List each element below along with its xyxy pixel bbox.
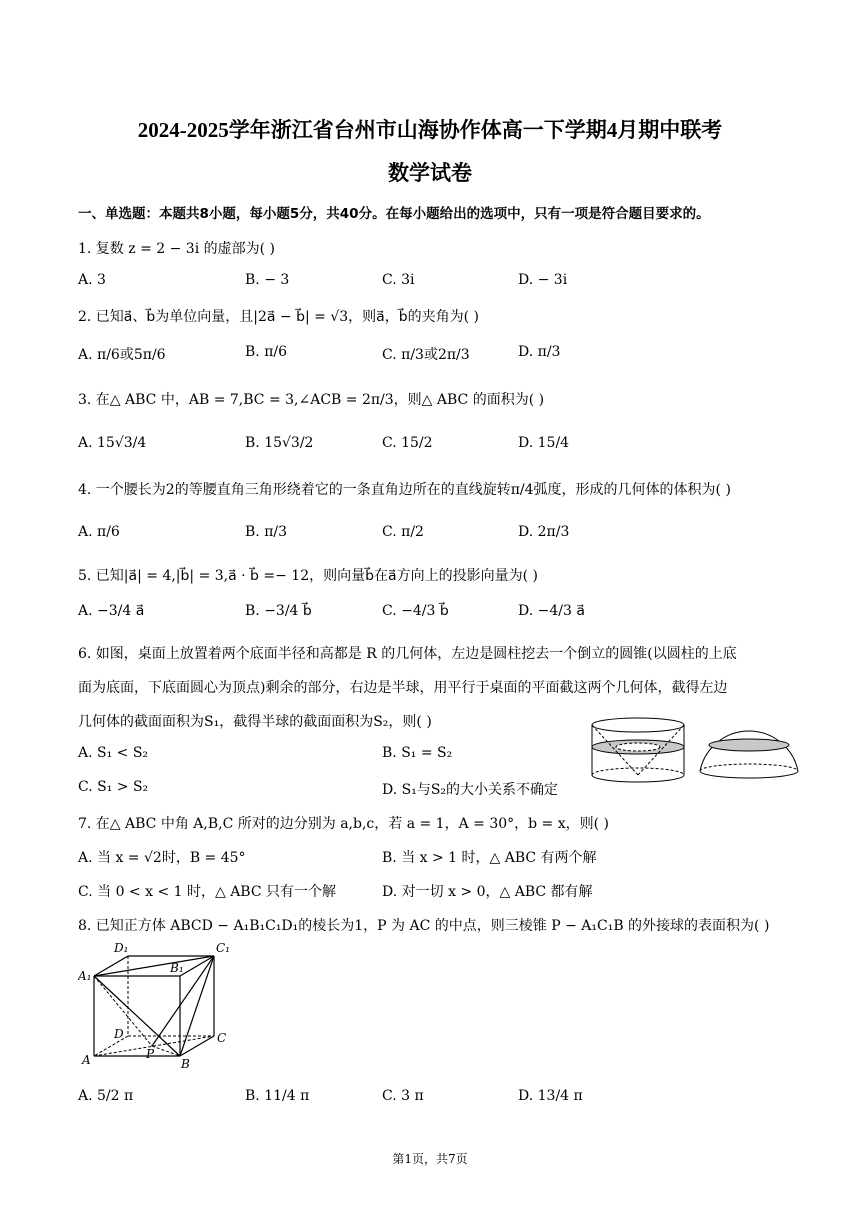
section-heading: 一、单选题：本题共8小题，每小题5分，共40分。在每小题给出的选项中，只有一项是符合题目要求的。	[78, 206, 710, 222]
q2-option-b: B. π/6	[245, 344, 288, 360]
question-6-stem-line2: 面为底面，下底面圆心为顶点)剩余的部分，右边是半球，用平行于桌面的平面截这两个几何体，截得左边	[78, 680, 728, 696]
question-8-stem: 8. 已知正方体 ABCD − A₁B₁C₁D₁的棱长为1，P 为 AC 的中点，则三棱锥 P − A₁C₁B 的外接球的表面积为( )	[78, 918, 770, 934]
q1-option-a: A. 3	[78, 272, 106, 288]
question-6-stem-line3: 几何体的截面面积为S₁，截得半球的截面面积为S₂，则( )	[78, 714, 432, 730]
q3-option-a: A. 15√3/4	[78, 435, 147, 451]
q7-option-a: A. 当 x = √2时，B = 45°	[78, 850, 246, 866]
hemisphere-shape	[700, 731, 798, 778]
q6-option-c: C. S₁ > S₂	[78, 779, 149, 795]
question-6-stem-line1: 6. 如图，桌面上放置着两个底面半径和高都是 R 的几何体，左边是圆柱挖去一个倒立的圆锥(以圆柱的上底	[78, 646, 737, 662]
q3-option-b: B. 15√3/2	[245, 435, 314, 451]
q2-option-d: D. π/3	[518, 344, 561, 360]
q7-option-b: B. 当 x > 1 时，△ ABC 有两个解	[382, 850, 597, 866]
q4-option-d: D. 2π/3	[518, 524, 570, 540]
q1-option-d: D. − 3i	[518, 272, 568, 288]
q8-cube-figure	[78, 938, 238, 1070]
q6-option-b: B. S₁ = S₂	[382, 745, 453, 761]
q8-option-b: B. 11/4 π	[245, 1088, 310, 1104]
exam-title: 2024-2025学年浙江省台州市山海协作体高一下学期4月期中联考	[137, 118, 723, 142]
question-3-stem: 3. 在△ ABC 中，AB = 7,BC = 3,∠ACB = 2π/3，则△ ABC 的面积为( )	[78, 392, 545, 408]
q5-option-d: D. −4/3 a⃗	[518, 603, 585, 619]
q1-option-c: C. 3i	[382, 272, 415, 288]
q3-option-c: C. 15/2	[382, 435, 433, 451]
q6-option-a: A. S₁ < S₂	[78, 745, 149, 761]
q2-option-a: A. π/6或5π/6	[78, 347, 166, 363]
label-d: D	[114, 1027, 124, 1041]
label-b1: B₁	[170, 961, 184, 975]
q6-option-d: D. S₁与S₂的大小关系不确定	[382, 782, 559, 798]
q7-option-d: D. 对一切 x > 0，△ ABC 都有解	[382, 884, 593, 900]
question-1-stem: 1. 复数 z = 2 − 3i 的虚部为( )	[78, 241, 276, 257]
page-footer: 第1页，共7页	[392, 1152, 468, 1166]
label-b: B	[181, 1057, 190, 1070]
label-a1: A₁	[78, 969, 92, 983]
question-4-stem: 4. 一个腰长为2的等腰直角三角形绕着它的一条直角边所在的直线旋转π/4弧度，形成的几何体的体积为( )	[78, 482, 731, 498]
q4-option-c: C. π/2	[382, 524, 424, 540]
q3-option-d: D. 15/4	[518, 435, 570, 451]
q8-option-c: C. 3 π	[382, 1088, 424, 1104]
question-7-stem: 7. 在△ ABC 中角 A,B,C 所对的边分别为 a,b,c，若 a = 1，A = 30°，b = x，则( )	[78, 816, 610, 832]
q4-option-b: B. π/3	[245, 524, 288, 540]
label-d1: D₁	[114, 941, 129, 955]
q1-option-b: B. − 3	[245, 272, 290, 288]
question-2-stem: 2. 已知a⃗、b⃗为单位向量，且|2a⃗ − b⃗| = √3，则a⃗，b⃗的夹角为( )	[78, 309, 480, 325]
q4-option-a: A. π/6	[78, 524, 120, 540]
question-5-stem: 5. 已知|a⃗| = 4,|b⃗| = 3,a⃗ · b⃗ =− 12，则向量b⃗在a⃗方向上的投影向量为( )	[78, 568, 538, 584]
q2-option-c: C. π/3或2π/3	[382, 347, 470, 363]
label-a: A	[82, 1053, 91, 1067]
label-p: P	[146, 1047, 155, 1061]
q5-option-b: B. −3/4 b⃗	[245, 603, 312, 619]
q8-option-a: A. 5/2 π	[78, 1088, 134, 1104]
label-c1: C₁	[216, 941, 230, 955]
cylinder-shape	[592, 718, 684, 782]
exam-subtitle: 数学试卷	[388, 161, 472, 185]
q8-option-d: D. 13/4 π	[518, 1088, 583, 1104]
q6-figure	[588, 715, 808, 785]
label-c: C	[217, 1031, 227, 1045]
q7-option-c: C. 当 0 < x < 1 时，△ ABC 只有一个解	[78, 884, 337, 900]
q5-option-c: C. −4/3 b⃗	[382, 603, 449, 619]
q5-option-a: A. −3/4 a⃗	[78, 603, 145, 619]
